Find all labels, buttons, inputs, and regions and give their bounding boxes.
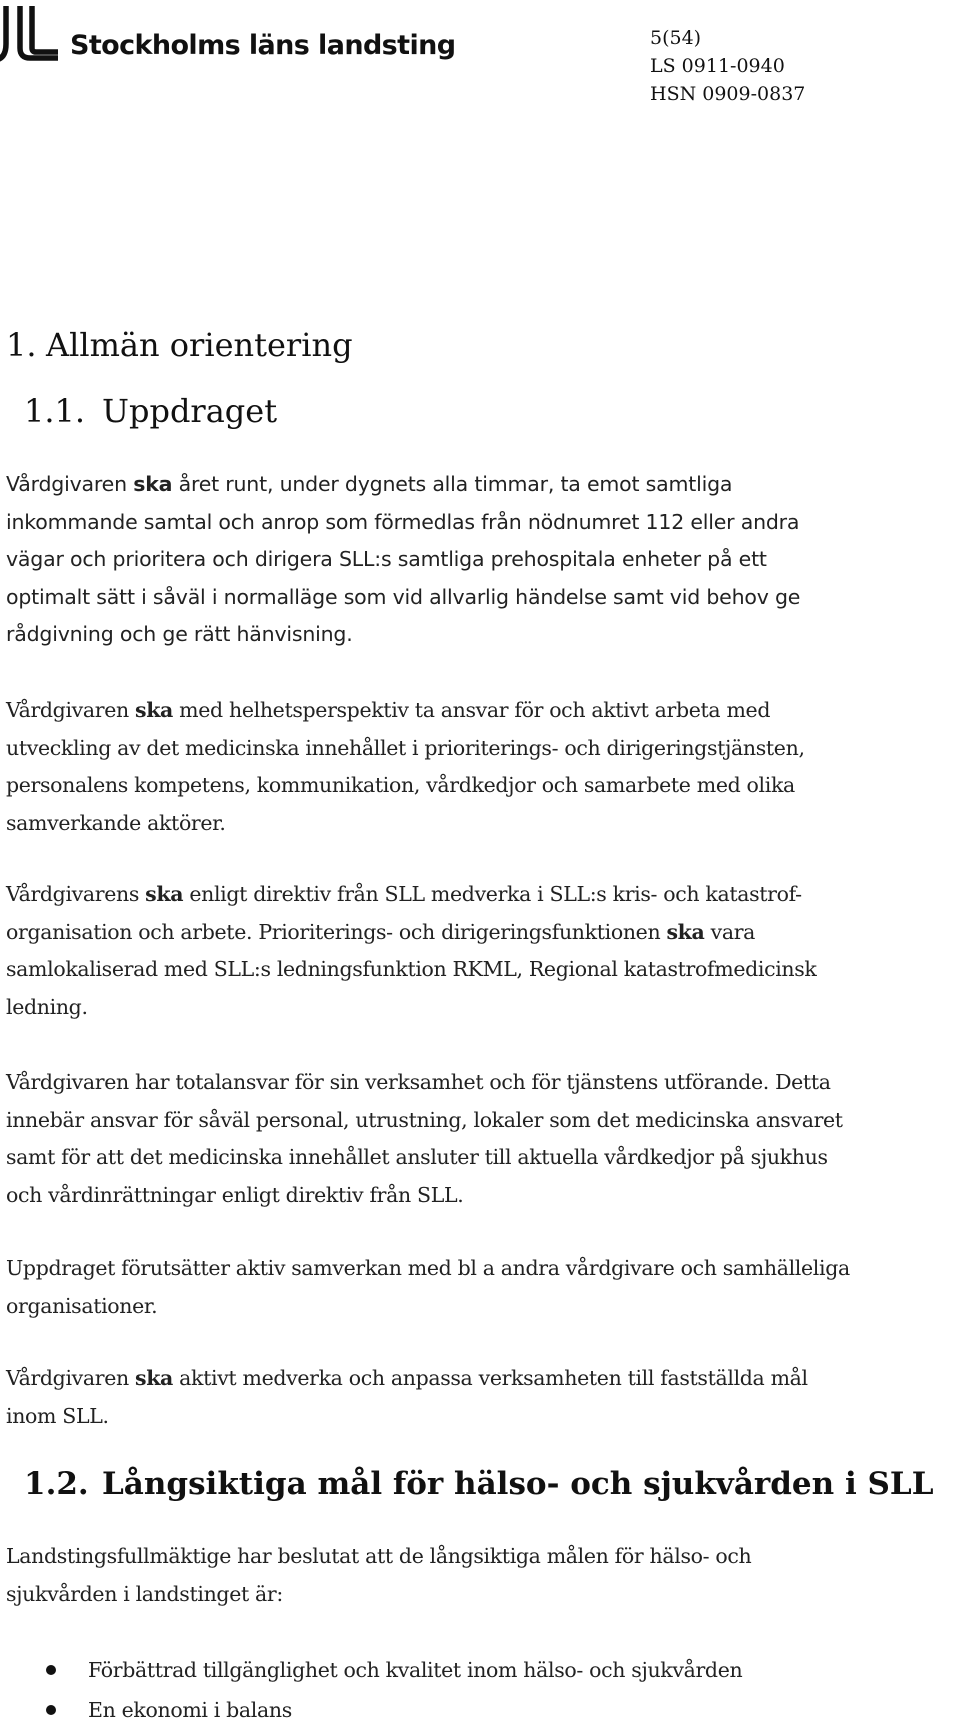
- text-line: [6, 692, 956, 730]
- paragraph: [6, 1360, 956, 1435]
- document-meta: [650, 24, 950, 108]
- text-line: inom SLL.: [6, 1403, 109, 1428]
- text-line: optimalt sätt i såväl i normalläge som vid allvarlig händelse samt vid behov ge: [6, 584, 801, 609]
- emphasis-text: ska: [666, 919, 705, 944]
- text-line: Landstingsfullmäktige har beslutat att de långsiktiga målen för hälso- och: [6, 1544, 752, 1568]
- text-line: [6, 466, 956, 504]
- emphasis-text: ska: [145, 882, 184, 906]
- sll-logo-mark-icon: [0, 4, 62, 64]
- section-number: 1.: [6, 326, 37, 364]
- section-title: Långsiktiga mål för hälso- och sjukvården i SLL: [102, 1466, 934, 1502]
- text-line: [6, 1360, 956, 1398]
- list-item-text: Förbättrad tillgänglighet och kvalitet inom hälso- och sjukvården: [88, 1658, 743, 1682]
- text-run: Vårdgivaren: [6, 698, 136, 722]
- text-run: aktivt medverka och anpassa verksamheten till fastställda mål: [173, 1366, 808, 1390]
- text-line: och vårdinrättningar enligt direktiv från SLL.: [6, 1182, 464, 1207]
- text-line: Vårdgivaren har totalansvar för sin verksamhet och för tjänstens utförande. Detta: [6, 1070, 831, 1094]
- paragraph: [6, 1250, 956, 1325]
- list-item-text: En ekonomi i balans: [88, 1698, 292, 1722]
- emphasis-text: ska: [133, 472, 173, 496]
- section-number: 1.2.: [24, 1466, 89, 1502]
- paragraph: [6, 1538, 956, 1613]
- org-name: Stockholms läns landsting: [70, 30, 456, 61]
- text-run: organisation och arbete. Prioriterings- och dirigeringsfunktionen: [6, 919, 667, 944]
- text-line: inkommande samtal och anrop som förmedlas från nödnumret 112 eller andra: [6, 509, 800, 534]
- list-item: [0, 1690, 960, 1730]
- section-number: 1.1.: [24, 392, 86, 430]
- bullet-icon: [46, 1665, 56, 1675]
- text-run: enligt direktiv från SLL medverka i SLL:s kris- och katastrof-: [183, 882, 802, 906]
- section-title: Uppdraget: [102, 392, 278, 430]
- text-line: innebär ansvar för såväl personal, utrustning, lokaler som det medicinska ansvaret: [6, 1107, 843, 1132]
- text-line: utveckling av det medicinska innehållet i prioriterings- och dirigeringstjänsten,: [6, 735, 805, 760]
- text-line: organisationer.: [6, 1293, 158, 1318]
- text-run: vara: [704, 919, 756, 944]
- ls-reference: LS 0911-0940: [650, 55, 785, 77]
- section-title: Allmän orientering: [46, 326, 353, 364]
- list-item: [0, 1650, 960, 1690]
- text-line: samverkande aktörer.: [6, 810, 226, 835]
- text-line: Uppdraget förutsätter aktiv samverkan med bl a andra vårdgivare och samhälleliga: [6, 1256, 850, 1280]
- text-line: personalens kompetens, kommunikation, vårdkedjor och samarbete med olika: [6, 773, 795, 797]
- text-line: rådgivning och ge rätt hänvisning.: [6, 622, 353, 646]
- text-line: sjukvården i landstinget är:: [6, 1581, 283, 1606]
- text-line: samlokaliserad med SLL:s ledningsfunktion RKML, Regional katastrofmedicinsk: [6, 957, 817, 981]
- text-run: Vårdgivaren: [6, 1366, 136, 1390]
- emphasis-text: ska: [135, 1366, 173, 1390]
- text-line: ledning.: [6, 994, 88, 1019]
- paragraph: [6, 466, 956, 654]
- paragraph: [6, 876, 956, 1026]
- text-line: [6, 914, 956, 952]
- text-line: vägar och prioritera och dirigera SLL:s samtliga prehospitala enheter på ett: [6, 547, 767, 571]
- text-run: året runt, under dygnets alla timmar, ta emot samtliga: [172, 472, 733, 496]
- section-heading-1: [6, 326, 353, 364]
- section-heading-1-2: [24, 1466, 934, 1502]
- paragraph: [6, 692, 956, 842]
- text-line: samt för att det medicinska innehållet ansluter till aktuella vårdkedjor på sjukhus: [6, 1145, 828, 1169]
- text-run: Vårdgivarens: [6, 882, 146, 906]
- text-run: Vårdgivaren: [6, 472, 134, 496]
- bullet-icon: [46, 1705, 56, 1715]
- page-number: 5(54): [650, 27, 702, 49]
- text-line: [6, 876, 956, 914]
- text-run: med helhetsperspektiv ta ansvar för och aktivt arbeta med: [173, 698, 771, 722]
- hsn-reference: HSN 0909-0837: [650, 83, 806, 105]
- goals-list: [0, 1650, 960, 1730]
- emphasis-text: ska: [135, 698, 173, 722]
- section-heading-1-1: [24, 392, 277, 430]
- paragraph: [6, 1064, 956, 1214]
